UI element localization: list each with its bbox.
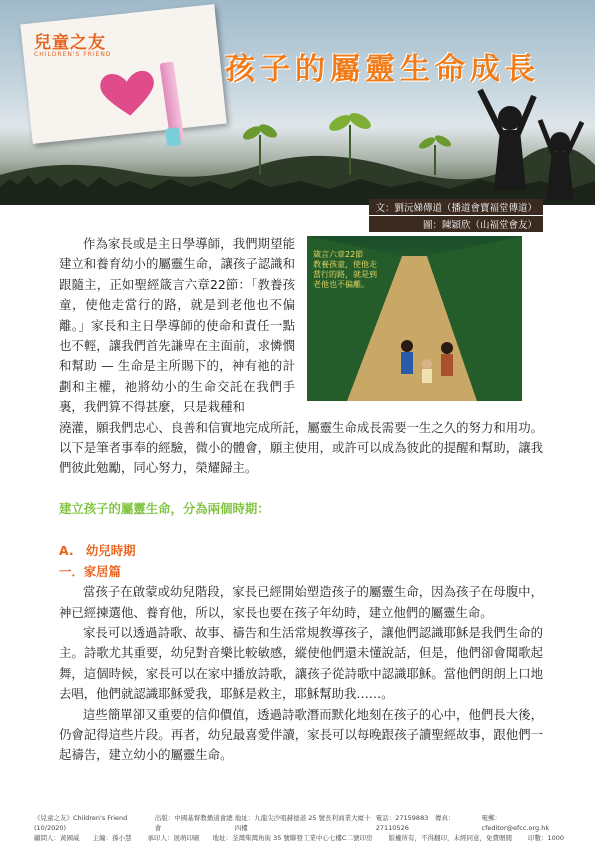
verse-reference: 箴言六章22節 <box>313 250 364 259</box>
heart-icon <box>96 65 161 121</box>
article-body <box>59 234 543 766</box>
author-credit: 文：劉沅娣傳道（播道會寶福堂傳道） <box>369 199 543 215</box>
paragraph-intro-wrapped: 作為家長或是主日學導師，我們期望能建立和養育幼小的屬靈生命，讓孩子認識和跟隨主，正如聖經箴言六章22節：「教養孩童，使他走當行的路，就是到老他也不偏離。」家長和主日學導師的使命和責任一點也不輕，讓我們首先謙卑在主面前，求憐憫和幫助 — 生命是主所賜下的，神有祂的計劃和主權，祂將幼小的生命交託在我們手裏，我們算不得甚麼，只是栽種和 <box>59 236 295 415</box>
illustrator-credit: 圖：陳穎欣（山福堂會友） <box>369 216 543 232</box>
paragraph-intro-continued: 澆灌，願我們忠心、良善和信實地完成所託，屬靈生命成長需要一生之久的努力和用功。以下是筆者事奉的經驗，微小的體會，願主使用，或許可以成為彼此的提醒和幫助，讓我們彼此勉勵，同心努力，榮耀歸主。 <box>59 419 543 476</box>
article-title: 孩子的屬靈生命成長 <box>225 52 540 87</box>
footer-address: 地址：九龍尖沙咀赫德道 25 號長利商業大廈十四樓 <box>234 814 371 832</box>
verse-text: 教養孩童，使他走當行的路，就是到老他也不偏離。 <box>313 260 377 289</box>
paragraph-3: 家長可以透過詩歌、故事、禱告和生活常規教導孩子，讓他們認識耶穌是我們生命的主。詩歌尤其重要，幼兒對音樂比較敏感，縱使他們還未懂說話，但是，他們卻會聞歌起舞，這個時候，家長可以在家中播放詩歌，讓孩子從詩歌中認識耶穌。當他們朗朗上口地去唱，他們就認識耶穌愛我，耶穌是救主，耶穌幫助我……。 <box>59 624 543 702</box>
section-heading: 建立孩子的屬靈生命，分為兩個時期： <box>59 500 270 516</box>
sprouts-illustration <box>230 95 490 175</box>
logo-chinese: 兒童之友 <box>34 33 106 53</box>
footer-publisher: 出版：中國基督教播道會總會 <box>154 814 233 832</box>
article-credits <box>369 199 543 233</box>
logo-english: CHILDREN'S FRIEND <box>34 51 112 58</box>
footer-issue: 《兒童之友》Children's Friend (10/2020) <box>34 814 128 832</box>
footer-phone: 電話：27159883 傳真：27110526 <box>375 814 455 832</box>
footer-print-run: 印數：1000 <box>527 834 564 842</box>
magazine-logo <box>34 28 154 58</box>
footer-rights: 版權所有，不得翻印，未經同意，免費贈閱 <box>388 834 512 842</box>
paragraph-2: 當孩子在啟蒙或幼兒階段，家長已經開始塑造孩子的屬靈生命，因為孩子在母腹中，神已經揀選他、養育他，所以，家長也要在孩子年幼時，建立他們的屬靈生命。 <box>59 584 543 620</box>
crayon-cap <box>165 127 181 147</box>
header-banner <box>0 0 595 205</box>
footer-printer: 承印人：展萌印刷 地址：荃灣柴灣角街 35 號聯發工業中心七樓C二號印房 <box>147 834 373 842</box>
publication-footer <box>34 813 564 843</box>
drawing-card <box>20 4 226 144</box>
section-a-heading: A. 幼兒時期 <box>59 543 136 559</box>
paragraph-4: 這些簡單卻又重要的信仰價值，透過詩歌潛而默化地刻在孩子的心中，他們長大後，仍會記得這些片段。再者，幼兒最喜愛伴讀，家長可以每晚跟孩子讀聖經故事，跟他們一起禱告，建立幼小的屬靈生命。 <box>59 706 543 763</box>
footer-editors: 顧問人：黃國威 主編：孫小慧 <box>34 834 132 842</box>
footer-email[interactable]: 電郵：cfeditor@efcc.org.hk <box>481 814 550 832</box>
section-a1-heading: 一．家居篇 <box>59 563 121 579</box>
